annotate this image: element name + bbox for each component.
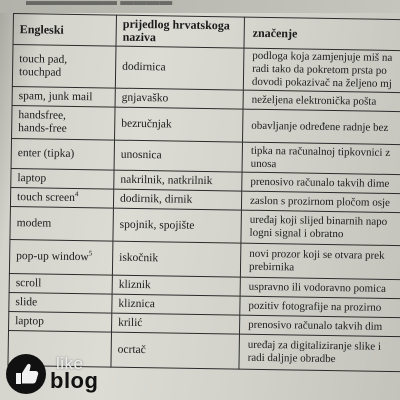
meaning-line: pozitiv fotografije na prozirno xyxy=(248,299,382,314)
meaning-line: uređaj koji slijed binarnih napo xyxy=(249,213,388,228)
english-term-line: spam, junk mail xyxy=(18,89,93,103)
english-term-line: slide xyxy=(15,295,38,308)
meaning-line: obavljanje određene radnje bez xyxy=(251,119,389,134)
table-body xyxy=(8,45,400,373)
english-term-line: scroll xyxy=(15,276,42,289)
meaning-cell xyxy=(240,243,400,280)
english-term-line: touch pad, xyxy=(19,52,68,66)
english-term-cell xyxy=(11,138,114,170)
term-table xyxy=(7,13,400,373)
english-term-line: pop-up window xyxy=(16,250,89,264)
croatian-term-cell: dodirnica xyxy=(115,46,244,90)
croatian-term-cell: nakrilnik, natkrilnik xyxy=(114,170,242,191)
meaning-line: novi prozor koji se otvara prek xyxy=(249,247,385,262)
english-term-line: laptop xyxy=(17,171,47,185)
english-term-line: touchpad xyxy=(18,65,62,79)
english-term-cell xyxy=(9,239,113,275)
croatian-term-cell: kliznica xyxy=(112,294,240,315)
meaning-line: dovodi pokazivač na željeno mj xyxy=(251,75,392,90)
english-term-cell xyxy=(10,187,113,208)
croatian-term-cell: kliznik xyxy=(112,275,240,296)
english-term-cell xyxy=(10,206,114,241)
english-term-line: laptop xyxy=(15,314,45,328)
watermark-like-text: like xyxy=(56,354,84,373)
meaning-line: uspravno ili vodoravno pomica xyxy=(248,280,386,295)
footnote-marker: 4 xyxy=(74,189,79,198)
english-term-cell xyxy=(9,292,112,313)
english-term-cell xyxy=(12,45,116,89)
header-english: Engleski xyxy=(13,14,116,47)
meaning-cell xyxy=(243,48,400,93)
meaning-line: unosa xyxy=(250,157,277,170)
likeblog-watermark xyxy=(4,352,114,396)
croatian-term-cell: gnjavaško xyxy=(115,88,243,109)
header-croatian: prijedlog hrvatskoga naziva xyxy=(116,15,244,48)
meaning-line: tipka na računalnoj tipkovnici z xyxy=(250,144,391,159)
english-term-line: handsfree, xyxy=(18,109,67,122)
meaning-line: radi daljnje obradbe xyxy=(247,351,336,366)
croatian-term-cell: spojnik, spojište xyxy=(113,208,242,243)
english-term-line: touch screen xyxy=(17,190,76,204)
english-term-cell xyxy=(9,273,112,294)
english-term-line: modem xyxy=(16,216,52,230)
meaning-line: neželjena elektronička pošta xyxy=(251,93,377,108)
english-term-cell xyxy=(9,311,112,332)
footnote-marker: 5 xyxy=(88,249,93,258)
meaning-line: prebirnika xyxy=(248,260,295,273)
croatian-term-cell: iskočnik xyxy=(112,241,241,277)
english-term-cell xyxy=(12,86,115,107)
croatian-term-cell: krilić xyxy=(112,313,240,334)
english-term-cell xyxy=(12,105,116,140)
thumbs-up-icon xyxy=(4,352,48,396)
table-row xyxy=(12,45,400,94)
meaning-cell xyxy=(239,334,400,372)
croatian-term-cell: ocrtač xyxy=(111,332,240,369)
meaning-cell xyxy=(242,142,400,175)
cut-off-caption: ▬▬▬▬▬▬▬ ▬▬▬▬ xyxy=(26,0,173,8)
meaning-cell xyxy=(241,210,400,246)
croatian-term-cell: dodirnik, dirnik xyxy=(113,189,241,210)
english-term-line: hands-free xyxy=(18,122,67,135)
english-term-cell xyxy=(11,168,114,189)
croatian-term-cell: unosnica xyxy=(114,140,242,172)
previous-line-strip xyxy=(0,0,400,13)
meaning-line: prenosivo računalo takvih dim xyxy=(248,318,383,333)
meaning-line: podloga koja zamjenjuje miš na xyxy=(252,49,393,64)
croatian-term-cell: bezručnjak xyxy=(115,107,244,142)
meaning-line: prenosivo računalo takvih dime xyxy=(250,175,390,190)
meaning-line: uređaj za digitaliziranje slike i xyxy=(247,338,382,353)
watermark-blog-text: blog xyxy=(50,368,99,393)
meaning-cell xyxy=(243,109,400,145)
meaning-line: radi tako da pokretom prsta po xyxy=(252,62,387,77)
english-term-line: enter (tipka) xyxy=(17,147,75,160)
header-meaning: značenje xyxy=(244,17,400,51)
meaning-line: logni signal i obratno xyxy=(249,226,344,241)
meaning-line: zaslon s prozirnom pločom osje xyxy=(249,194,391,209)
